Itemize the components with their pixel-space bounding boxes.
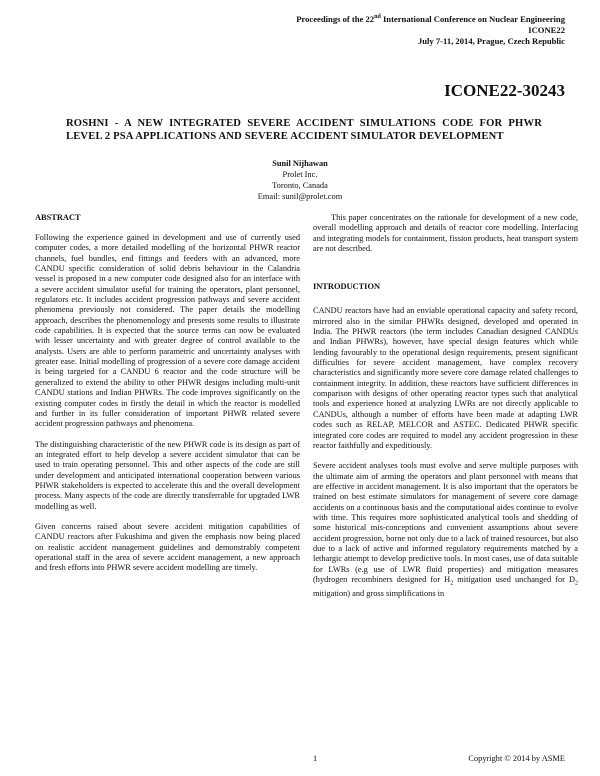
abstract-paragraph-1: Following the experience gained in development and use of currently used computer codes, a more detailed modelling of the horizontal PHWR reactor channels, fuel bundles, end fittings and feeders with an advanced, more CANDU specific consideration of solid debris behaviour in the Calandria vessel is proposed in a new computer code designed also for an interface with a severe accident simulator useful for training the operators, plant personnel, regulators etc. It includes accident progression pathways and severe accident phenomena previously not considered. The paper details the modelling approach, describes the phenomenology and presents some results to illustrate code capabilities. It is expected that the source terms can now be evaluated with lesser uncertainty and with greater degree of control available to the analysts. Users are able to perform parametric and uncertainty analyses with greater ease. Initial modelling of progression of a severe core damage accident is being targeted for a CANDU 6 reactor and the code structure will be generalized to extend the ability to other PHWR designs including multi-unit CANDU stations and Indian PHWRs. The code improves significantly on the existing computer codes in firstly the detail in which the reactor is modelled and further in its fuller consideration of important PHWR related severe accident progression pathways and phenomena. xyxy=(35,233,300,429)
page-number: 1 xyxy=(313,754,318,763)
conference-name: Proceedings of the 22nd International Conference on Nuclear Engineering xyxy=(296,13,565,24)
introduction-paragraph-2: Severe accident analyses tools must evolve and serve multiple purposes with the ultimate aim of arming the operators and plant personnel with means that are effective in accident management. It is also important that the operators be trained on best estimate simulators for management of severe core damage accidents on a continuous basis and the computational aides continue to evolve with time. This requires more sophisticated analytical tools and shedding of some historical mis-conceptions and convenient assumptions about severe accident progression, borne not only due to a lack of trained resources, but also due to a lack of active and informed regulatory requirements matched by a lethargic attempt to develop predictive tools. In most cases, use of data suitable for LWRs (e.g use of LWR fluid properties) and mitigation measures (hydrogen recombiners designed for $H_2$ mitigation used unchanged for $D_2$ mitigation) and gross simplifications in xyxy=(313,461,579,598)
introduction-heading: INTRODUCTION xyxy=(313,282,381,292)
author-block xyxy=(0,158,600,202)
author-city: Toronto, Canada xyxy=(272,181,328,190)
author-org: Prolet Inc. xyxy=(282,170,318,179)
abstract-heading: ABSTRACT xyxy=(35,213,81,222)
author-name: Sunil Nijhawan xyxy=(272,159,328,168)
intro-lead-paragraph: This paper concentrates on the rationale for development of a new code, overall modelling approach and details of reactor core modelling. Interfacing and integrating models for containment, fission products, heat transport system are not described. xyxy=(313,213,578,254)
author-email: Email: sunil@prolet.com xyxy=(257,192,343,201)
paper-id: ICONE22-30243 xyxy=(444,81,565,100)
abstract-paragraph-2: The distinguishing characteristic of the new PHWR code is its design as part of an integrated effort to help develop a severe accident simulator that can be used to train operating personnel. This and other aspects of the code are still under development and anticipated international cooperation between various PHWR stakeholders is expected to accelerate this and the overall development process. Many aspects of the code are directly transferrable for upgraded LWR modelling as well. xyxy=(35,439,300,511)
copyright-notice: Copyright © 2014 by ASME xyxy=(468,754,565,763)
abstract-paragraph-3: Given concerns raised about severe accident mitigation capabilities of CANDU reactors after Fukushima and given the emphasis now being placed on realistic accident management guidelines and demonstrably competent operational staff in the area of severe accident management, a new approach and fresh efforts into PHWR severe accident modelling are timely. xyxy=(35,521,300,573)
left-column xyxy=(35,213,300,584)
conference-date-place: July 7-11, 2014, Prague, Czech Republic xyxy=(417,35,565,46)
header-conference xyxy=(296,12,565,47)
conference-code: ICONE22 xyxy=(528,24,565,35)
paper-title: ROSHNI - A NEW INTEGRATED SEVERE ACCIDENT SIMULATIONS CODE FOR PHWR LEVEL 2 PSA APPLICATIONS AND SEVERE ACCIDENT SIMULATOR DEVELOPMENT xyxy=(66,118,542,143)
right-column xyxy=(313,213,578,609)
introduction-paragraph-1: CANDU reactors have had an enviable operational capacity and safety record, mirrored also in the similar PHWRs designed, developed and operated in India. The PHWR reactors (the term includes Canadian designed CANDUs and Indian PHWRs), however, have special design features which while lending favourably to the operational design requirements, present significant difficulties for severe accident management, have complex recovery characteristics and significantly more severe core damage related challenges to containment integrity. In addition, these reactors have sufficient differences in comparison with designs of other operating reactor types such that analytical tools and experience honed at analyzing LWRs are not directly applicable to CANDUs, although a number of efforts have been made at adapting LWR codes such as RELAP, MELCOR and ASTEC. Dedicated PHWR specific integrated core codes are required to model any accident progression in these reactor faithfully and expeditiously. xyxy=(313,306,578,450)
